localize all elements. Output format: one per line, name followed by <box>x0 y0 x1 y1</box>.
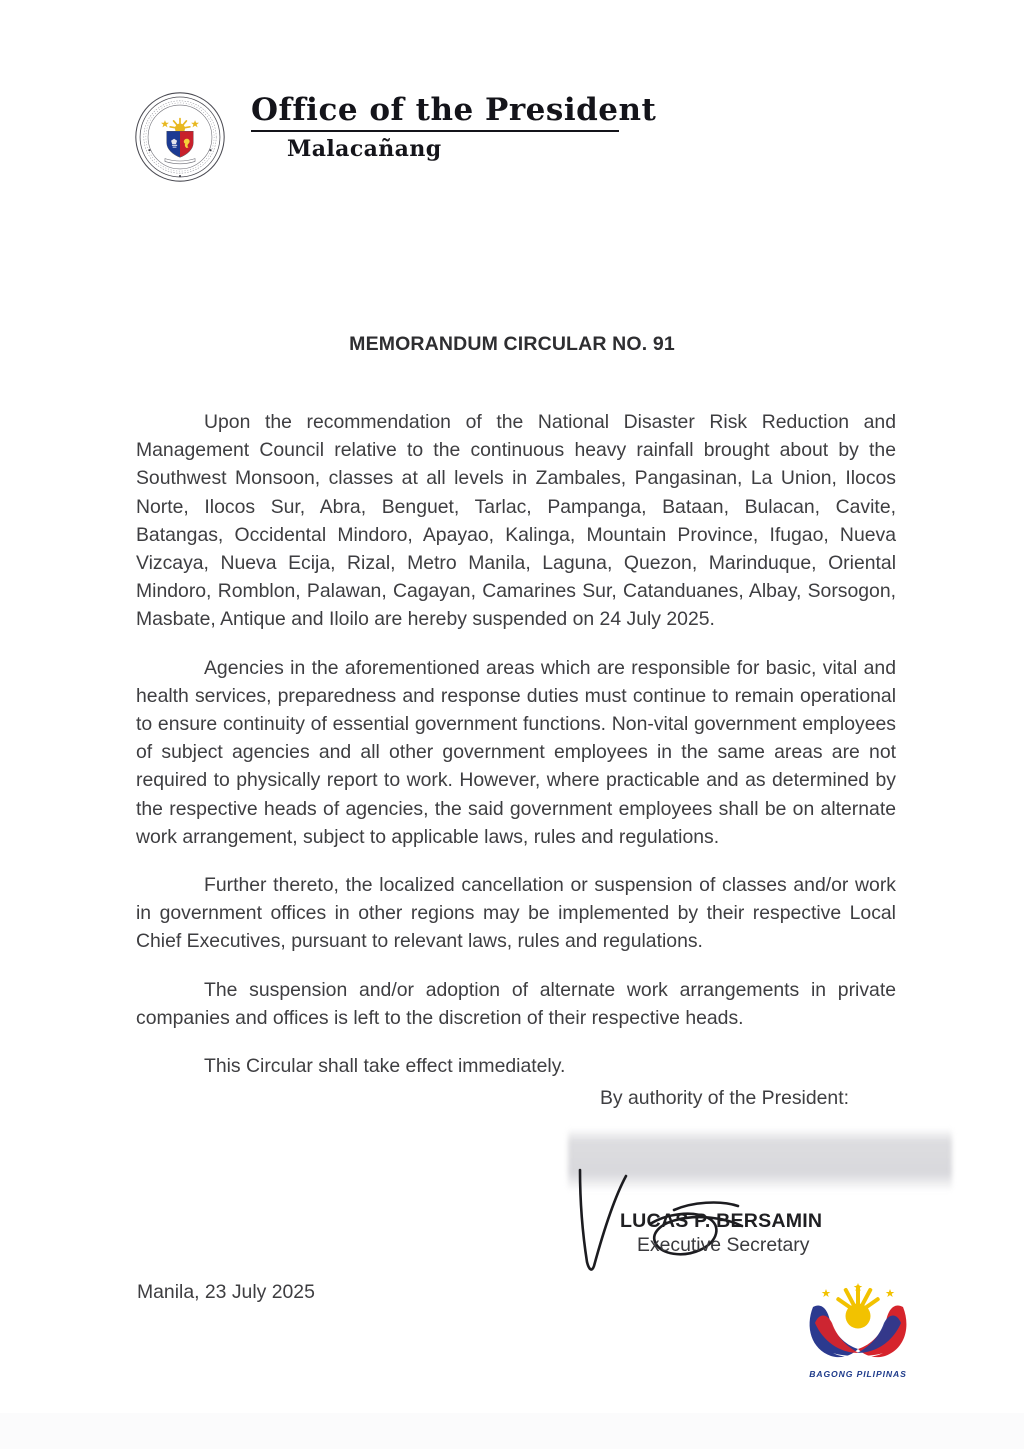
document-body <box>136 408 896 1080</box>
signatory-role: Executive Secretary <box>637 1234 810 1256</box>
bagong-pilipinas-logo <box>793 1283 923 1379</box>
body-paragraph-4: The suspension and/or adoption of alternate work arrangements in private companies and offices is left to the discretion of their respective heads. <box>136 978 896 1029</box>
letterhead-rule <box>251 130 619 132</box>
office-of-the-president-title: Office of the President <box>251 92 657 128</box>
page-title: MEMORANDUM CIRCULAR NO. 91 <box>349 333 675 355</box>
bagong-pilipinas-caption: BAGONG PILIPINAS <box>809 1369 907 1379</box>
body-paragraph-3: Further thereto, the localized cancellation or suspension of classes and/or work in government offices in other regions may be implemented by their respective Local Chief Executives, pursuant to relevant laws, rules and regulations. <box>136 874 896 953</box>
bagong-pilipinas-logo-icon <box>793 1283 923 1367</box>
body-paragraph-1: Upon the recommendation of the National Disaster Risk Reduction and Management Council relative to the continuous heavy rainfall brought about by the Southwest Monsoon, classes at all levels in Zambales, Pangasinan, La Union, Ilocos Norte, Ilocos Sur, Abra, Benguet, Tarlac, Pampanga, Bataan, Bulacan, Cavite, Batangas, Occidental Mindoro, Apayao, Kalinga, Mountain Province, Ifugao, Nueva Vizcaya, Nueva Ecija, Rizal, Metro Manila, Laguna, Quezon, Marinduque, Oriental Mindoro, Romblon, Palawan, Cagayan, Camarines Sur, Catanduanes, Albay, Sorsogon, Masbate, Antique and Iloilo are hereby suspended on 24 July 2025. <box>136 411 896 631</box>
signatory-name: LUCAS P. BERSAMIN <box>620 1210 823 1232</box>
authority-line: By authority of the President: <box>600 1087 849 1109</box>
body-paragraph-5: This Circular shall take effect immediately. <box>204 1055 566 1078</box>
body-paragraph-2: Agencies in the aforementioned areas which are responsible for basic, vital and health services, preparedness and response duties must continue to remain operational to ensure continuity of essential government functions. Non-vital government employees of subject agencies and all other government employees in the same areas are not required to physically report to work. However, where practicable and as determined by the respective heads of agencies, the said government employees shall be on alternate work arrangement, subject to applicable laws, rules and regulations. <box>136 656 896 848</box>
letterhead-text <box>251 86 656 162</box>
signature-smudge-band <box>568 1128 952 1190</box>
letterhead <box>133 86 656 184</box>
page-bottom-band <box>0 1413 1024 1449</box>
place-and-date: Manila, 23 July 2025 <box>137 1281 315 1303</box>
philippine-presidential-seal-icon <box>133 90 227 184</box>
malacanang-subtitle: Malacañang <box>287 135 442 162</box>
